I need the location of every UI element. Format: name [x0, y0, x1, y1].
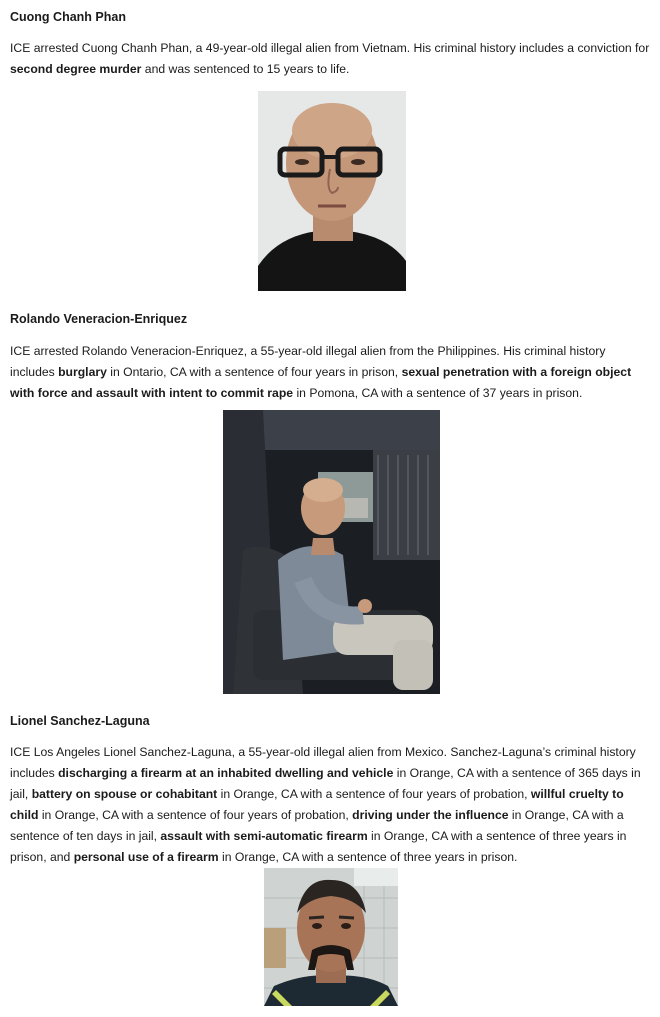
text-segment: in Orange, CA with a sentence of four years of probation,	[38, 808, 353, 822]
bold-text: willful cruelty to child	[10, 787, 624, 822]
bold-text: personal use of a firearm	[73, 850, 219, 864]
bold-text: assault with semi-automatic firearm	[160, 829, 368, 843]
entry-3-description	[10, 742, 650, 868]
text-segment: ICE Los Angeles Lionel Sanchez-Laguna, a 55-year-old illegal alien from Mexico. Sanchez-Laguna’s criminal history includes	[10, 745, 636, 780]
entry-3-name: Lionel Sanchez-Laguna	[10, 714, 150, 728]
text-segment: in Orange, CA with a sentence of ten days in jail,	[10, 808, 624, 843]
text-segment: in Orange, CA with a sentence of three years in prison.	[218, 850, 518, 864]
text-segment: in Orange, CA with a sentence of four years of probation,	[217, 787, 531, 801]
text-segment: in Ontario, CA with a sentence of four years in prison,	[106, 365, 402, 379]
text-segment: and was sentenced to 15 years to life.	[141, 62, 350, 76]
bold-text: driving under the influence	[352, 808, 509, 822]
text-segment: in Orange, CA with a sentence of 365 days in jail,	[10, 766, 641, 801]
text-segment: ICE arrested Rolando Veneracion-Enriquez, a 55-year-old illegal alien from the Philippines. His criminal history includes	[10, 344, 606, 379]
entry-2-description	[10, 341, 650, 404]
bold-text: second degree murder	[10, 62, 142, 76]
entry-2-name: Rolando Veneracion-Enriquez	[10, 312, 188, 326]
entry-3-photo	[264, 868, 398, 1006]
bold-text: battery on spouse or cohabitant	[31, 787, 218, 801]
entry-2-photo	[223, 410, 440, 694]
bold-text: discharging a firearm at an inhabited dwelling and vehicle	[58, 766, 394, 780]
text-segment: ICE arrested Cuong Chanh Phan, a 49-year-old illegal alien from Vietnam. His criminal history includes a conviction for	[10, 41, 650, 55]
entry-1-name: Cuong Chanh Phan	[10, 10, 126, 24]
entry-1-description	[10, 38, 650, 80]
bold-text: sexual penetration with a foreign object with force and assault with intent to commit rape	[10, 365, 632, 400]
bold-text: burglary	[58, 365, 107, 379]
text-segment: in Orange, CA with a sentence of three years in prison, and	[10, 829, 627, 864]
text-segment: in Pomona, CA with a sentence of 37 years in prison.	[293, 386, 583, 400]
entry-1-photo	[258, 91, 406, 291]
